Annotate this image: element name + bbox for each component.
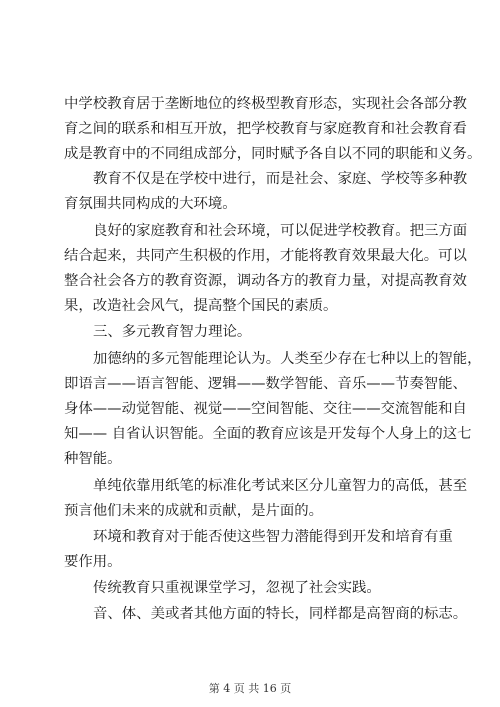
section-heading: 三、多元教育智力理论。	[93, 324, 252, 340]
text-line: 结合起来，共同产生积极的作用，才能将教育效果最大化。可以	[64, 248, 467, 264]
text-line: 知—— 自省认识智能。全面的教育应该是开发每个人身上的这七	[64, 426, 472, 442]
text-line: 单纯依靠用纸笔的标准化考试来区分儿童智力的高低，甚至	[93, 478, 468, 494]
text-line: 要作用。	[64, 554, 122, 570]
text-line: 教育不仅是在学校中进行，而是社会、家庭、学校等多种教	[93, 171, 468, 187]
text-line: 良好的家庭教育和社会环境，可以促进学校教育。把三方面	[93, 223, 468, 239]
text-line: 身体——动觉智能、视觉——空间智能、交往——交流智能和自	[64, 401, 467, 417]
text-line: 育之间的联系和相互开放，把学校教育与家庭教育和社会教育看	[64, 121, 467, 137]
text-line: 加德纳的多元智能理论认为。人类至少存在七种以上的智能，	[93, 351, 482, 367]
page-number-footer: 第 4 页 共 16 页	[208, 682, 292, 695]
text-line: 种智能。	[64, 451, 122, 467]
text-line: 果，改造社会风气，提高整个国民的素质。	[64, 298, 338, 314]
text-line: 成是教育中的不同组成部分，同时赋予各自以不同的职能和义务。	[64, 146, 482, 162]
text-line: 育氛围共同构成的大环境。	[64, 196, 237, 212]
text-line: 整合社会各方的教育资源，调动各方的教育力量，对提高教育效	[64, 273, 467, 289]
text-line: 即语言——语言智能、逻辑——数学智能、音乐——节奏智能、	[64, 376, 467, 392]
text-line: 音、体、美或者其他方面的特长，同样都是高智商的标志。	[93, 606, 468, 622]
text-line: 环境和教育对于能否使这些智力潜能得到开发和培育有重	[93, 529, 453, 545]
text-line: 预言他们未来的成就和贡献，是片面的。	[64, 503, 324, 519]
text-line: 传统教育只重视课堂学习，忽视了社会实践。	[93, 580, 381, 596]
text-line: 中学校教育居于垄断地位的终极型教育形态，实现社会各部分教	[64, 96, 467, 112]
